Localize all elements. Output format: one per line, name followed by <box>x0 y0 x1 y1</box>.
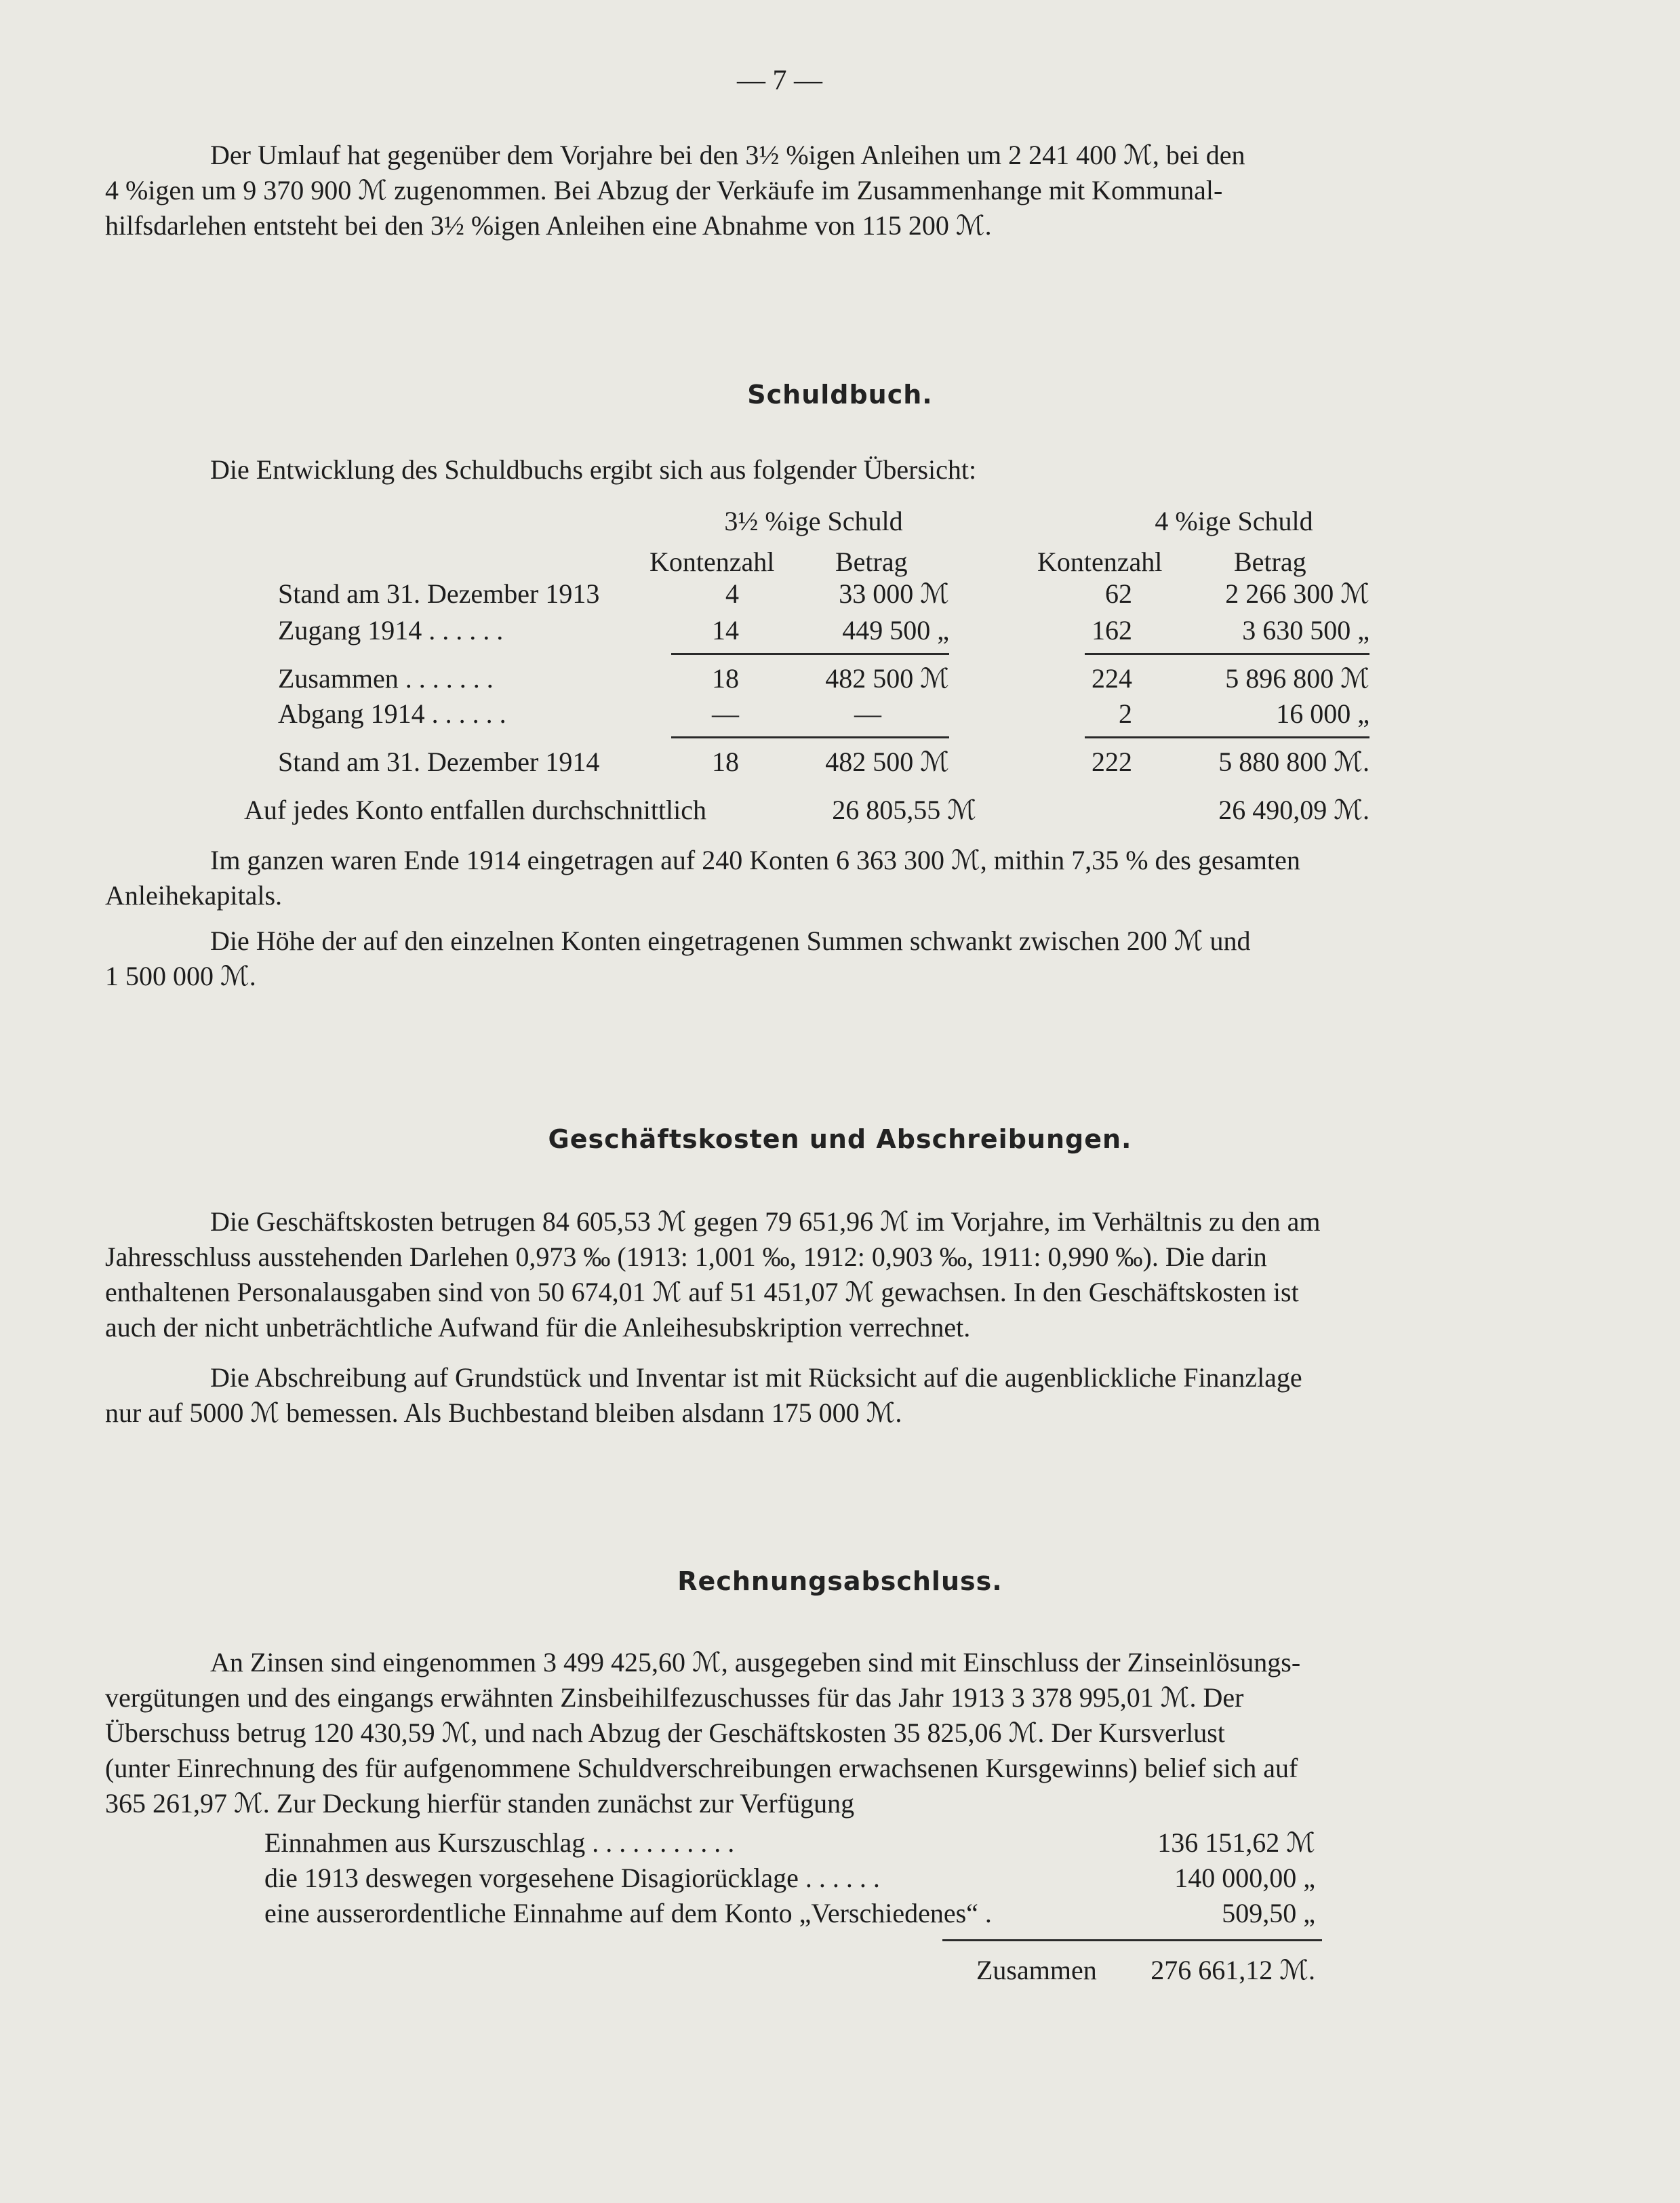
table-col-kontenzahl-b: Kontenzahl <box>1037 547 1163 577</box>
average-value-a: 26 805,55 ℳ <box>832 795 976 825</box>
sum-rule <box>942 1939 1322 1941</box>
table-cell: 18 <box>712 747 739 777</box>
table-rule <box>1085 653 1369 655</box>
section-heading-geschaeftskosten: Geschäftskosten und Abschreibungen. <box>548 1124 1132 1154</box>
geschaeftskosten-p1-line4: auch der nicht unbeträchtliche Aufwand für die Anleihesubskription verrechnet. <box>105 1312 971 1343</box>
rechnungsabschluss-line1: An Zinsen sind eingenommen 3 499 425,60 ℳ, ausgegeben sind mit Einschluss der Zinseinlösungs- <box>210 1647 1301 1678</box>
table-cell: 2 266 300 ℳ <box>1225 578 1369 609</box>
table-row-label: Abgang 1914 . . . . . . <box>278 698 506 729</box>
table-cell: 162 <box>1092 615 1132 646</box>
intro-line-3: hilfsdarlehen entsteht bei den 3½ %igen Anleihen eine Abnahme von 115 200 ℳ. <box>105 210 992 241</box>
deckung-item-amount: 136 151,62 ℳ <box>1157 1827 1315 1858</box>
total-label: Zusammen <box>976 1955 1097 1985</box>
table-cell: 5 896 800 ℳ <box>1225 663 1369 694</box>
table-col-kontenzahl-a: Kontenzahl <box>649 547 775 577</box>
rechnungsabschluss-line3: Überschuss betrug 120 430,59 ℳ, und nach Abzug der Geschäftskosten 35 825,06 ℳ. Der Kursverlust <box>105 1718 1225 1748</box>
table-cell: 5 880 800 ℳ. <box>1218 747 1369 777</box>
table-rule <box>671 653 949 655</box>
total-amount: 276 661,12 ℳ. <box>1151 1955 1315 1985</box>
intro-line-1: Der Umlauf hat gegenüber dem Vorjahre bei den 3½ %igen Anleihen um 2 241 400 ℳ, bei den <box>210 140 1245 170</box>
section-heading-rechnungsabschluss: Rechnungsabschluss. <box>677 1566 1003 1596</box>
table-rule <box>671 736 949 738</box>
table-cell: 224 <box>1092 663 1132 694</box>
table-cell: 2 <box>1119 698 1132 729</box>
deckung-item-label: die 1913 deswegen vorgesehene Disagiorücklage . . . . . . <box>264 1863 880 1893</box>
table-row-label: Stand am 31. Dezember 1913 <box>278 578 600 609</box>
average-label: Auf jedes Konto entfallen durchschnittlich <box>244 795 707 825</box>
deckung-item-label: eine ausserordentliche Einnahme auf dem Konto „Verschiedenes“ . <box>264 1898 992 1928</box>
table-cell: 62 <box>1105 578 1132 609</box>
table-cell: 482 500 ℳ <box>825 747 949 777</box>
table-cell: 14 <box>712 615 739 646</box>
schuldbuch-p1-line1: Im ganzen waren Ende 1914 eingetragen auf 240 Konten 6 363 300 ℳ, mithin 7,35 % des gesamten <box>210 845 1300 875</box>
geschaeftskosten-p1-line3: enthaltenen Personalausgaben sind von 50 674,01 ℳ auf 51 451,07 ℳ gewachsen. In den Geschäftskosten ist <box>105 1277 1299 1307</box>
table-row-label: Stand am 31. Dezember 1914 <box>278 747 600 777</box>
deckung-item-amount: 140 000,00 „ <box>1174 1863 1315 1893</box>
geschaeftskosten-p1-line2: Jahresschluss ausstehenden Darlehen 0,973 ‰ (1913: 1,001 ‰, 1912: 0,903 ‰, 1911: 0,990 ‰). Die darin <box>105 1242 1267 1272</box>
table-col-betrag-b: Betrag <box>1234 547 1306 577</box>
table-row-label: Zugang 1914 . . . . . . <box>278 615 504 646</box>
schuldbuch-p2-line2: 1 500 000 ℳ. <box>105 961 256 991</box>
table-cell: 222 <box>1092 747 1132 777</box>
table-col-betrag-a: Betrag <box>835 547 908 577</box>
table-cell: — <box>854 698 881 729</box>
schuldbuch-p1-line2: Anleihekapitals. <box>105 880 283 911</box>
table-cell: 33 000 ℳ <box>839 578 949 609</box>
average-value-b: 26 490,09 ℳ. <box>1218 795 1369 825</box>
geschaeftskosten-p1-line1: Die Geschäftskosten betrugen 84 605,53 ℳ gegen 79 651,96 ℳ im Vorjahre, im Verhältnis zu den am <box>210 1206 1321 1237</box>
deckung-item-label: Einnahmen aus Kurszuschlag . . . . . . . . . . . <box>264 1827 735 1858</box>
intro-line-2: 4 %igen um 9 370 900 ℳ zugenommen. Bei Abzug der Verkäufe im Zusammenhange mit Kommunal- <box>105 175 1223 205</box>
geschaeftskosten-p2-line2: nur auf 5000 ℳ bemessen. Als Buchbestand bleiben alsdann 175 000 ℳ. <box>105 1397 902 1428</box>
table-rule <box>1085 736 1369 738</box>
page-number: — 7 — <box>737 65 822 96</box>
table-group-header-4: 4 %ige Schuld <box>1155 506 1313 536</box>
table-cell: 18 <box>712 663 739 694</box>
table-row-label: Zusammen . . . . . . . <box>278 663 494 694</box>
table-cell: — <box>712 698 739 729</box>
geschaeftskosten-p2-line1: Die Abschreibung auf Grundstück und Inventar ist mit Rücksicht auf die augenblickliche Finanzlage <box>210 1362 1302 1393</box>
table-cell: 16 000 „ <box>1276 698 1369 729</box>
section-heading-schuldbuch: Schuldbuch. <box>747 380 933 410</box>
table-cell: 482 500 ℳ <box>825 663 949 694</box>
rechnungsabschluss-line2: vergütungen und des eingangs erwähnten Zinsbeihilfezuschusses für das Jahr 1913 3 378 995,01 ℳ. Der <box>105 1682 1244 1713</box>
table-cell: 4 <box>725 578 739 609</box>
table-cell: 449 500 „ <box>842 615 949 646</box>
rechnungsabschluss-line4: (unter Einrechnung des für aufgenommene Schuldverschreibungen erwachsenen Kursgewinns) belief sich auf <box>105 1753 1298 1783</box>
table-cell: 3 630 500 „ <box>1242 615 1369 646</box>
deckung-item-amount: 509,50 „ <box>1222 1898 1315 1928</box>
schuldbuch-intro: Die Entwicklung des Schuldbuchs ergibt sich aus folgender Übersicht: <box>210 454 977 485</box>
rechnungsabschluss-line5: 365 261,97 ℳ. Zur Deckung hierfür standen zunächst zur Verfügung <box>105 1788 855 1819</box>
schuldbuch-p2-line1: Die Höhe der auf den einzelnen Konten eingetragenen Summen schwankt zwischen 200 ℳ und <box>210 926 1251 956</box>
table-group-header-3half: 3½ %ige Schuld <box>724 506 903 536</box>
